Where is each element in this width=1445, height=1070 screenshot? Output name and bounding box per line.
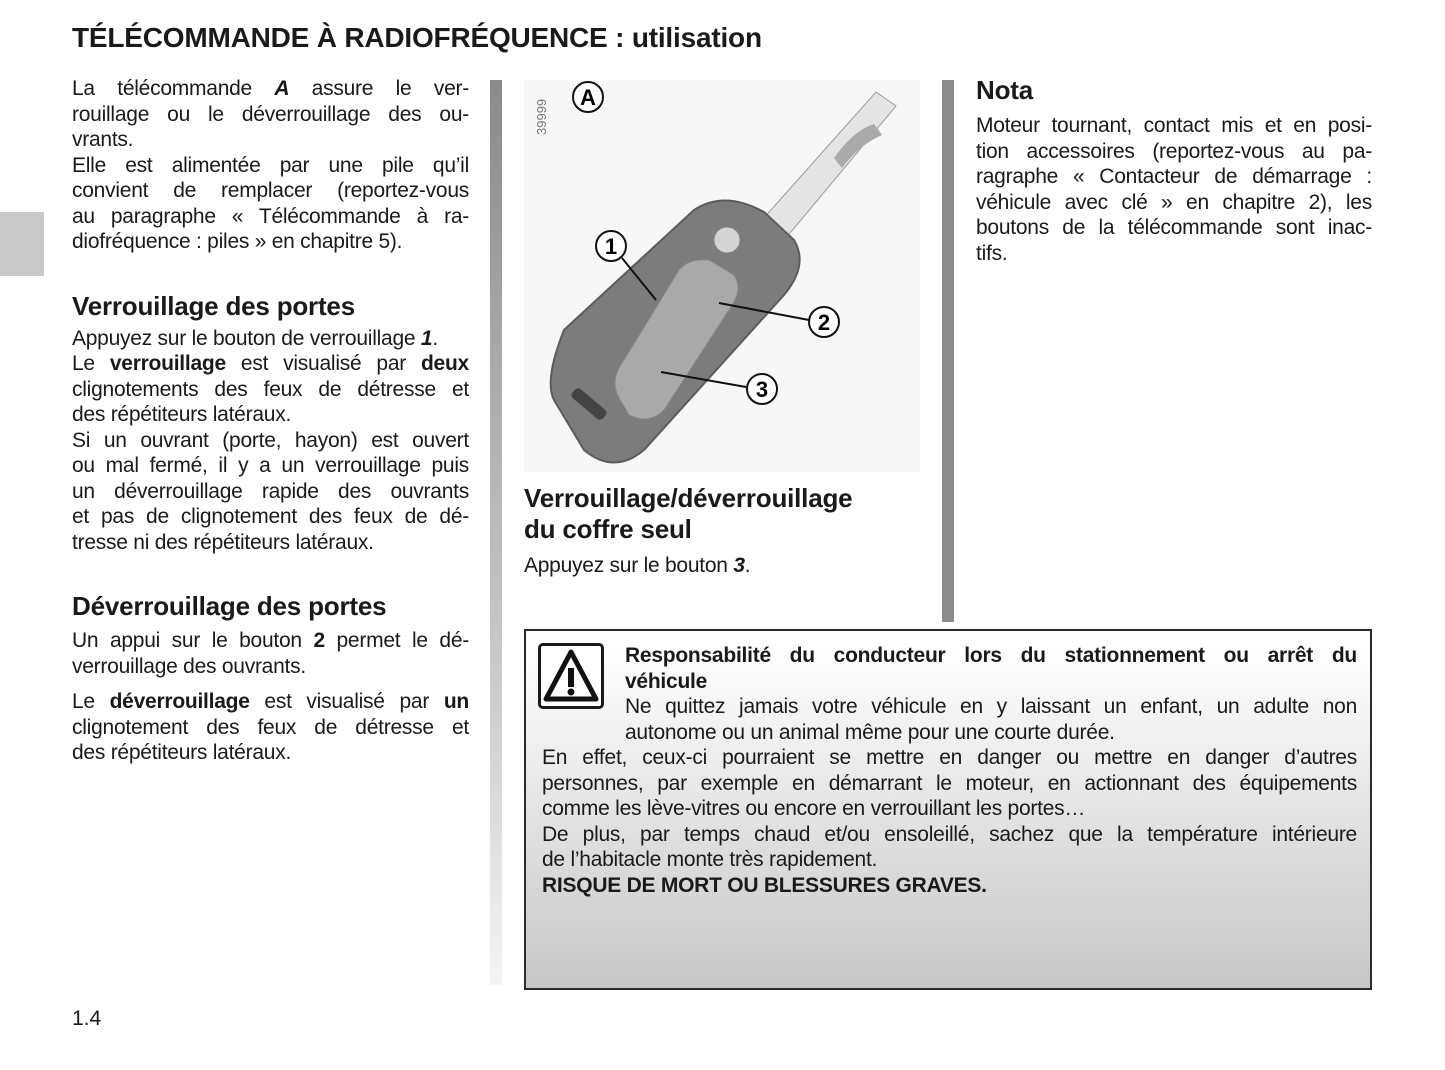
text: des répétiteurs latéraux.	[72, 741, 292, 764]
text-line	[72, 351, 469, 377]
text-line	[72, 530, 469, 556]
text: au paragraphe « Télécommande à ra-	[72, 204, 469, 228]
text-line	[72, 479, 469, 505]
text-line	[542, 873, 1357, 899]
warning-intro	[542, 694, 1357, 745]
figure-ref-number: 39999	[534, 98, 549, 135]
trunk-section	[524, 483, 920, 579]
text-line	[542, 847, 1357, 873]
text: véhicule avec clé » en chapitre 2), les	[976, 190, 1372, 214]
warning-body	[542, 745, 1357, 898]
text: La télécommande	[72, 77, 275, 100]
text-line	[72, 204, 469, 230]
unlock-heading: Déverrouillage des portes	[72, 591, 387, 621]
text: et pas de clignotement des feux de dé-	[72, 505, 469, 528]
trunk-text	[524, 553, 920, 579]
paragraph	[625, 643, 1357, 694]
text: rouillage ou le déverrouillage des ou-	[72, 102, 469, 126]
text: verrouillage des ouvrants.	[72, 654, 306, 678]
text-line	[542, 796, 1357, 822]
text: En effet, ceux-ci pourraient se mettre en danger ou mettre en danger d’autres	[542, 746, 1357, 769]
text: De plus, par temps chaud et/ou ensoleillé, sachez que la température intérieure	[542, 822, 1357, 846]
paragraph	[625, 694, 1357, 745]
key-figure	[524, 80, 920, 472]
text: Ne quittez jamais votre véhicule en y laissant un enfant, un adulte non	[625, 695, 1357, 718]
text-line	[976, 164, 1372, 190]
figure-label: A	[580, 85, 596, 110]
text-line	[542, 745, 1357, 771]
nota-text	[976, 113, 1372, 266]
text: Le	[72, 352, 110, 375]
reference-label: 3	[733, 554, 745, 577]
text: des répétiteurs latéraux.	[72, 403, 292, 426]
warning-title	[542, 643, 1357, 694]
text-line	[72, 76, 469, 102]
text-line	[542, 822, 1357, 848]
reference-label: A	[274, 77, 290, 100]
bold-text: véhicule	[625, 669, 708, 693]
text-line	[625, 694, 1357, 720]
text-line	[72, 153, 469, 179]
text: clignotement des feux de détresse et	[72, 715, 469, 739]
text: clignotements des feux de détresse et	[72, 377, 469, 401]
text-line	[542, 771, 1357, 797]
chapter-tab	[0, 212, 44, 276]
text: comme les lève-vitres ou encore en verrouillant les portes…	[542, 797, 1086, 820]
text: tresse ni des répétiteurs latéraux.	[72, 530, 374, 554]
text: de l’habitacle monte très rapidement.	[542, 848, 878, 871]
text: Appuyez sur le bouton de verrouillage	[72, 326, 421, 350]
text: Un appui sur le bouton	[72, 629, 314, 652]
text-line	[72, 326, 469, 352]
text-line	[976, 215, 1372, 241]
text: ou mal fermé, il y a un verrouillage puis	[72, 454, 469, 477]
text-line	[72, 428, 469, 454]
text: Appuyez sur le bouton	[524, 554, 734, 577]
text: Elle est alimentée par une pile qu’il	[72, 153, 469, 177]
text: diofréquence : piles » en chapitre 5).	[72, 230, 403, 253]
remote-key-illustration	[524, 80, 920, 472]
reference-label: 1	[420, 326, 433, 350]
text-line	[72, 504, 469, 530]
bold-text: un	[443, 690, 469, 713]
text-line	[625, 669, 1357, 695]
text: tifs.	[976, 241, 1008, 265]
text: Si un ouvrant (porte, hayon) est ouvert	[72, 428, 469, 452]
text: autonome ou un animal même pour une courte durée.	[625, 720, 1115, 744]
bold-text: Responsabilité du conducteur lors du stationnement ou arrêt du	[625, 644, 1357, 667]
text: Le	[72, 690, 110, 713]
text-line	[524, 553, 920, 579]
bold-text: 2	[313, 629, 325, 652]
text-line	[72, 102, 469, 128]
paragraph	[72, 689, 469, 766]
paragraph	[72, 428, 469, 556]
text-line	[72, 715, 469, 741]
paragraph	[542, 822, 1357, 873]
paragraph	[72, 326, 469, 352]
trunk-heading-line2: du coffre seul	[524, 514, 692, 544]
text-line	[72, 402, 469, 428]
left-column	[72, 76, 469, 766]
text: est visualisé par	[225, 352, 421, 375]
text-line	[72, 127, 469, 153]
bold-text: déverrouillage	[109, 690, 250, 713]
trunk-heading-line1: Verrouillage/déverrouillage	[524, 483, 853, 513]
callout-2: 2	[817, 310, 831, 335]
text: Moteur tournant, contact mis et en posi-	[976, 114, 1372, 137]
paragraph	[524, 553, 920, 579]
callout-3: 3	[755, 377, 769, 402]
text-line	[72, 628, 469, 654]
bold-text: deux	[420, 352, 469, 375]
text: personnes, par exemple en démarrant le moteur, en actionnant des équipements	[542, 771, 1357, 795]
page-number: 1.4	[72, 1007, 102, 1030]
text-line	[72, 229, 469, 255]
unlock-indicator-text	[72, 689, 469, 766]
text: ragraphe « Contacteur de démarrage :	[976, 165, 1372, 188]
paragraph	[72, 153, 469, 255]
text: un déverrouillage rapide des ouvrants	[72, 479, 469, 503]
text: est visualisé par	[249, 690, 444, 713]
nota-heading: Nota	[976, 75, 1033, 105]
warning-box	[524, 629, 1372, 990]
unlock-text	[72, 628, 469, 679]
text-line	[72, 689, 469, 715]
paragraph	[542, 745, 1357, 822]
text: tion accessoires (reportez-vous au pa-	[976, 139, 1372, 163]
text-line	[72, 453, 469, 479]
text-line	[976, 113, 1372, 139]
bold-text: verrouillage	[109, 352, 226, 375]
bold-text: RISQUE DE MORT OU BLESSURES GRAVES.	[542, 873, 987, 897]
paragraph	[542, 873, 1357, 899]
text-line	[72, 654, 469, 680]
lock-text	[72, 326, 469, 556]
intro-text	[72, 76, 469, 255]
text-line	[72, 178, 469, 204]
paragraph	[72, 628, 469, 679]
text-line	[976, 139, 1372, 165]
text-line	[72, 740, 469, 766]
nota-divider	[942, 80, 954, 622]
text: .	[432, 326, 438, 350]
text-line	[976, 241, 1372, 267]
callout-1: 1	[604, 234, 618, 259]
text-line	[625, 643, 1357, 669]
text: boutons de la télécommande sont inac-	[976, 216, 1372, 239]
text: assure le ver-	[289, 77, 469, 100]
nota-section	[976, 75, 1372, 266]
text-line	[976, 190, 1372, 216]
paragraph	[976, 113, 1372, 266]
text: vrants.	[72, 128, 134, 151]
lock-heading: Verrouillage des portes	[72, 290, 355, 321]
page-title: TÉLÉCOMMANDE À RADIOFRÉQUENCE : utilisation	[72, 22, 762, 53]
text: .	[744, 554, 751, 577]
paragraph	[72, 76, 469, 153]
text: convient de remplacer (reportez-vous	[72, 179, 469, 202]
text-line	[72, 377, 469, 403]
column-divider	[490, 80, 502, 985]
text: permet le dé-	[324, 629, 469, 652]
paragraph	[72, 351, 469, 428]
text-line	[625, 720, 1357, 746]
